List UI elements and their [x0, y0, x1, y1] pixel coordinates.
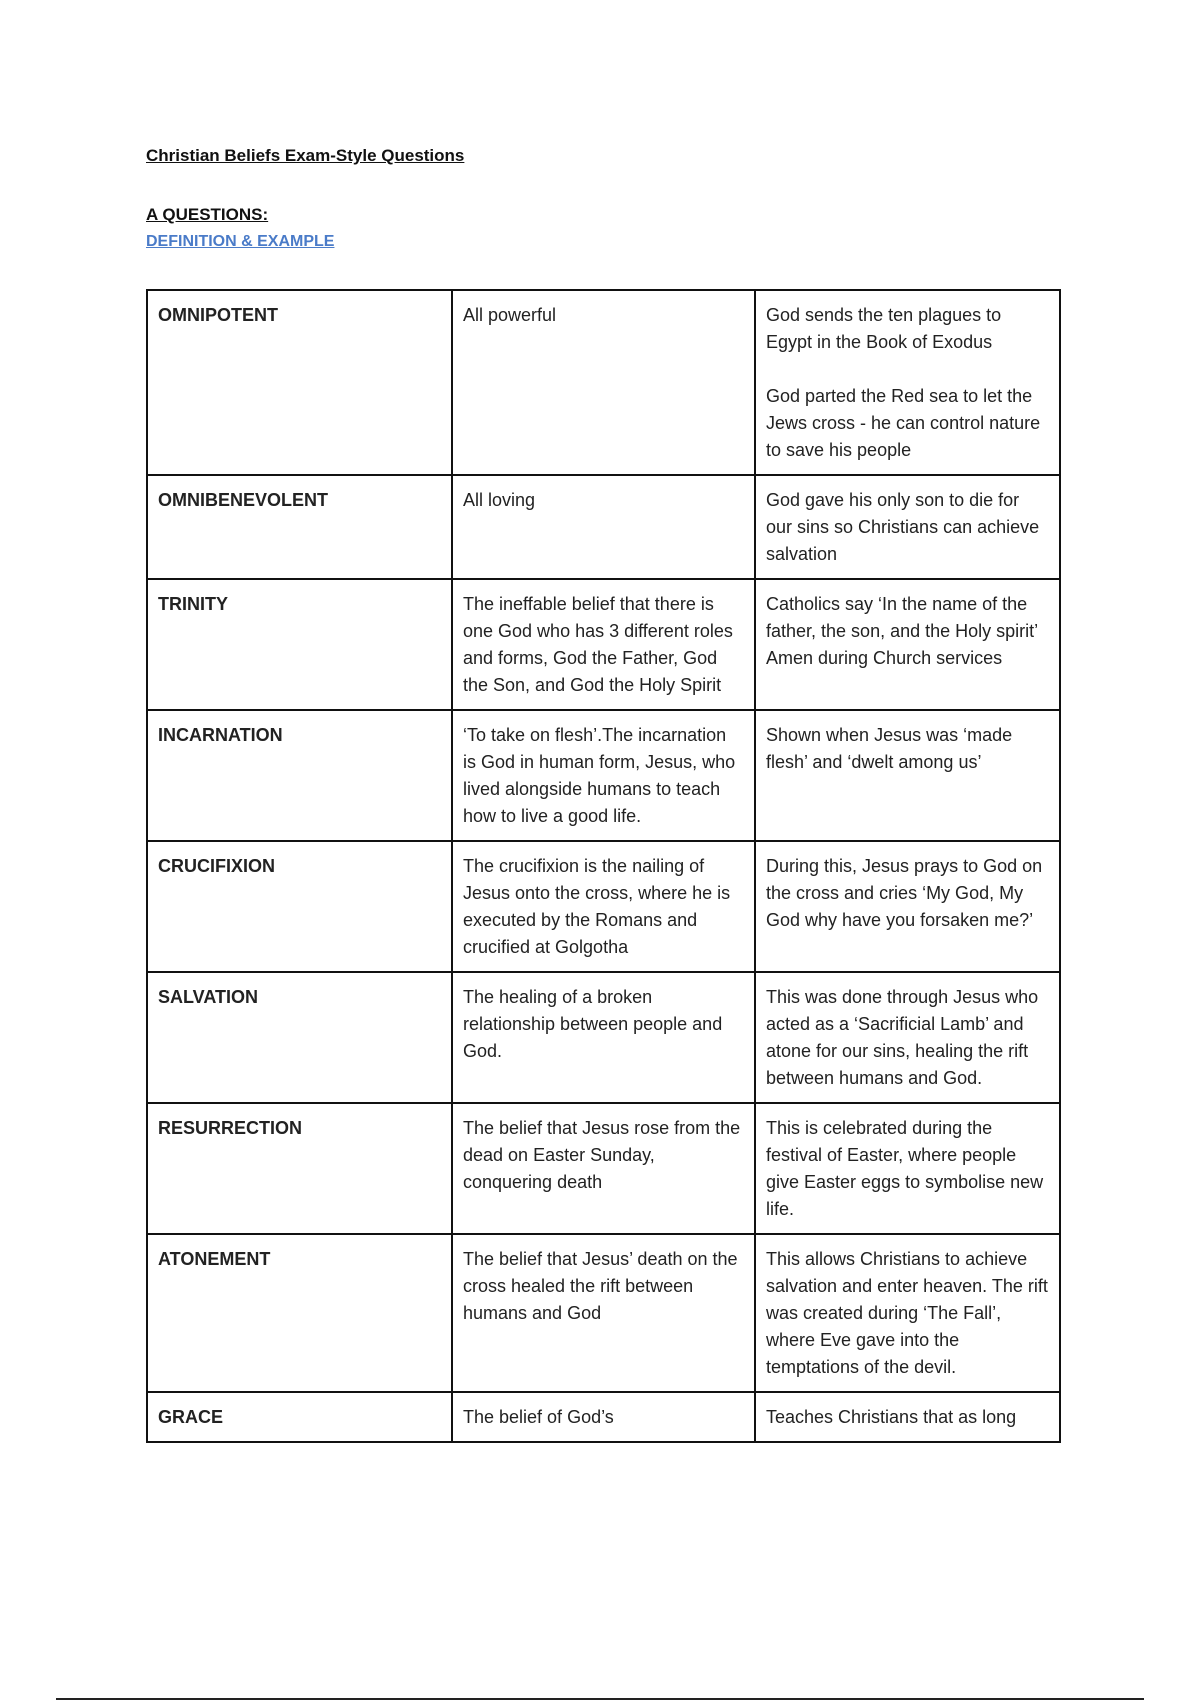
- example-paragraph: During this, Jesus prays to God on the cross and cries ‘My God, My God why have you forsaken me?’: [766, 856, 1043, 930]
- example-paragraph: This is celebrated during the festival of Easter, where people give Easter eggs to symbolise new life.: [766, 1118, 1044, 1219]
- definition-cell: All powerful: [452, 290, 755, 475]
- example-paragraph: God sends the ten plagues to Egypt in the Book of Exodus: [766, 305, 1002, 352]
- table-row: [147, 475, 1060, 579]
- definition-cell: The healing of a broken relationship between people and God.: [452, 972, 755, 1103]
- definition-cell: The belief of God’s: [452, 1392, 755, 1442]
- section-heading: A QUESTIONS:: [146, 205, 269, 224]
- document-title: Christian Beliefs Exam-Style Questions: [146, 146, 465, 165]
- term-cell: CRUCIFIXION: [147, 841, 452, 972]
- example-paragraph: This allows Christians to achieve salvation and enter heaven. The rift was created during ‘The Fall’, where Eve gave into the temptations of the devil.: [766, 1249, 1048, 1377]
- example-cell: [755, 972, 1060, 1103]
- term-cell: RESURRECTION: [147, 1103, 452, 1234]
- table-row: [147, 841, 1060, 972]
- example-paragraph: Catholics say ‘In the name of the father, the son, and the Holy spirit’ Amen during Church services: [766, 594, 1038, 668]
- term-cell: TRINITY: [147, 579, 452, 710]
- term-cell: OMNIPOTENT: [147, 290, 452, 475]
- example-cell: [755, 1234, 1060, 1392]
- definition-cell: All loving: [452, 475, 755, 579]
- section-subheading: DEFINITION & EXAMPLE: [146, 233, 335, 250]
- example-cell: [755, 290, 1060, 475]
- beliefs-table: [146, 289, 1061, 1443]
- definition-cell: The belief that Jesus rose from the dead on Easter Sunday, conquering death: [452, 1103, 755, 1234]
- definition-cell: ‘To take on flesh’.The incarnation is God in human form, Jesus, who lived alongside humans to teach how to live a good life.: [452, 710, 755, 841]
- example-paragraph: This was done through Jesus who acted as a ‘Sacrificial Lamb’ and atone for our sins, healing the rift between humans and God.: [766, 987, 1039, 1088]
- table-row: [147, 972, 1060, 1103]
- example-paragraph: God parted the Red sea to let the Jews cross - he can control nature to save his people: [766, 386, 1041, 460]
- term-cell: INCARNATION: [147, 710, 452, 841]
- definition-cell: The ineffable belief that there is one God who has 3 different roles and forms, God the Father, God the Son, and God the Holy Spirit: [452, 579, 755, 710]
- term-cell: GRACE: [147, 1392, 452, 1442]
- table-row: [147, 1234, 1060, 1392]
- table-row: [147, 1103, 1060, 1234]
- example-paragraph: God gave his only son to die for our sins so Christians can achieve salvation: [766, 490, 1040, 564]
- table-row: [147, 579, 1060, 710]
- definition-cell: The belief that Jesus’ death on the cross healed the rift between humans and God: [452, 1234, 755, 1392]
- term-cell: ATONEMENT: [147, 1234, 452, 1392]
- example-cell: [755, 841, 1060, 972]
- example-cell: [755, 1392, 1060, 1442]
- example-cell: [755, 579, 1060, 710]
- example-cell: [755, 1103, 1060, 1234]
- table-row: [147, 1392, 1060, 1442]
- term-cell: SALVATION: [147, 972, 452, 1103]
- example-cell: [755, 475, 1060, 579]
- example-paragraph: Shown when Jesus was ‘made flesh’ and ‘dwelt among us’: [766, 725, 1013, 772]
- term-cell: OMNIBENEVOLENT: [147, 475, 452, 579]
- example-cell: [755, 710, 1060, 841]
- example-paragraph: Teaches Christians that as long: [766, 1407, 1017, 1427]
- table-row: [147, 290, 1060, 475]
- definition-cell: The crucifixion is the nailing of Jesus onto the cross, where he is executed by the Romans and crucified at Golgotha: [452, 841, 755, 972]
- table-row: [147, 710, 1060, 841]
